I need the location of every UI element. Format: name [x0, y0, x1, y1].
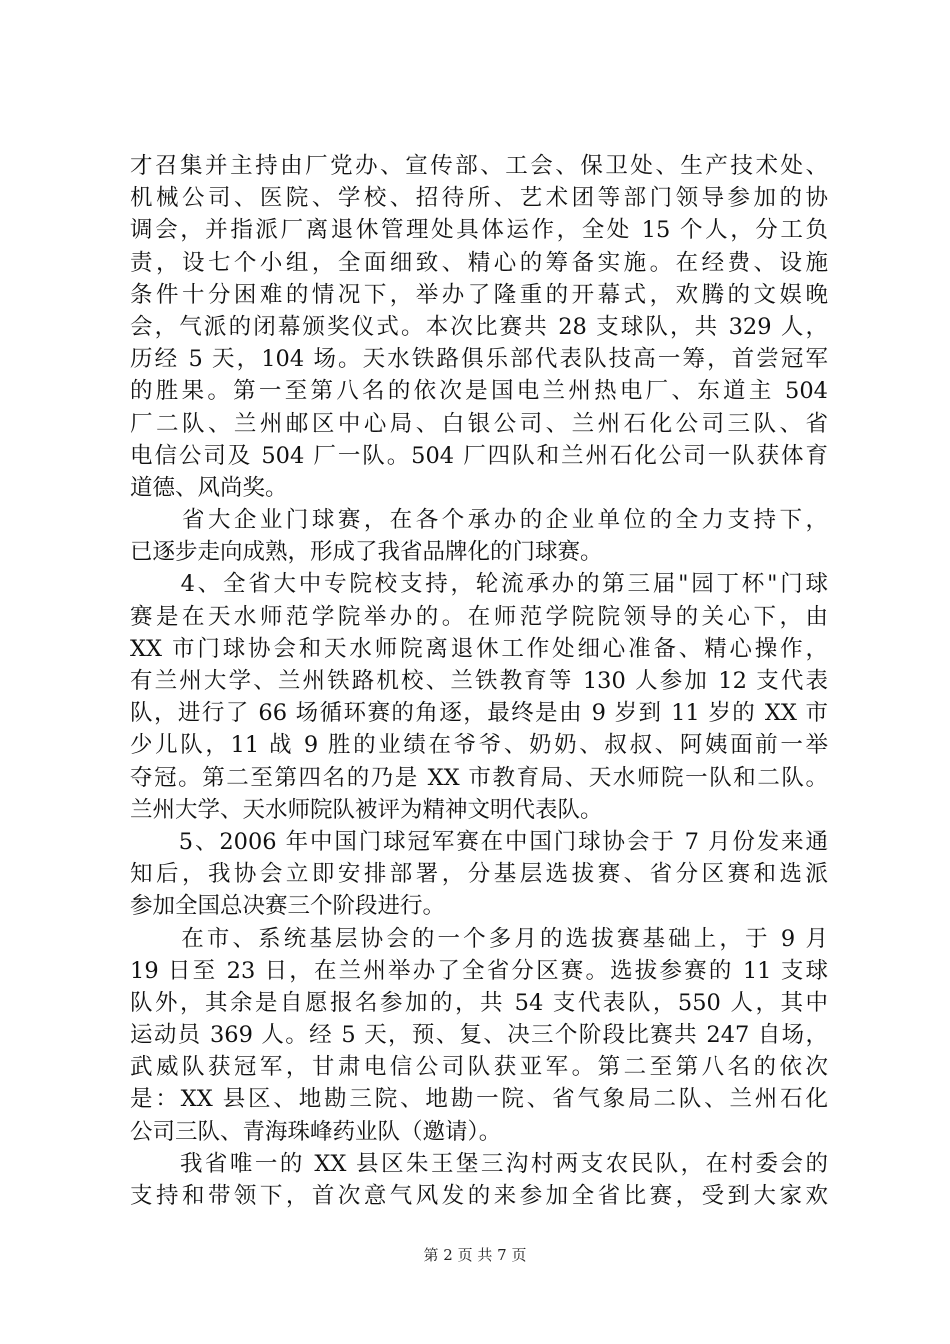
text-line: 队外，其余是自愿报名参加的，共 54 支代表队，550 人，其中	[130, 989, 828, 1016]
text-line: 道德、风尚奖。	[130, 474, 288, 501]
page-footer: 第 2 页 共 7 页	[423, 1246, 527, 1264]
text-line: 我省唯一的 XX 县区朱王堡三沟村两支农民队，在村委会的	[130, 1150, 828, 1177]
text-line: 有兰州大学、兰州铁路机校、兰铁教育等 130 人参加 12 支代表	[130, 668, 828, 694]
text-line: 历经 5 天，104 场。天水铁路俱乐部代表队技高一筹，首尝冠军	[130, 346, 828, 373]
text-line: 厂二队、兰州邮区中心局、白银公司、兰州石化公司三队、省	[130, 410, 828, 437]
text-line: 在市、系统基层协会的一个多月的选拔赛基础上，于 9 月	[130, 925, 828, 952]
text-line: 机械公司、医院、学校、招待所、艺术团等部门领导参加的协	[130, 185, 828, 212]
text-line: 参加全国总决赛三个阶段进行。	[130, 893, 446, 920]
text-line: 知后，我协会立即安排部署，分基层选拔赛、省分区赛和选派	[130, 861, 828, 888]
text-line: 4、全省大中专院校支持，轮流承办的第三届"园丁杯"门球	[130, 571, 828, 598]
text-line: 条件十分困难的情况下，举办了隆重的开幕式，欢腾的文娱晚	[130, 281, 828, 308]
text-line: 调会，并指派厂离退休管理处具体运作，全处 15 个人，分工负	[130, 217, 828, 244]
text-line: 少儿队，11 战 9 胜的业绩在爷爷、奶奶、叔叔、阿姨面前一举	[130, 732, 828, 759]
text-line: 会，气派的闭幕颁奖仪式。本次比赛共 28 支球队，共 329 人，	[130, 313, 828, 340]
text-line: 的胜果。第一至第八名的依次是国电兰州热电厂、东道主 504	[130, 378, 828, 405]
text-line: 队，进行了 66 场循环赛的角逐，最终是由 9 岁到 11 岁的 XX 市	[130, 700, 828, 727]
text-line: 运动员 369 人。经 5 天，预、复、决三个阶段比赛共 247 自场，	[130, 1022, 828, 1049]
text-line: 电信公司及 504 厂一队。504 厂四队和兰州石化公司一队获体育	[130, 442, 828, 469]
text-line: XX 市门球协会和天水师院离退休工作处细心准备、精心操作，	[130, 635, 828, 662]
text-line: 省大企业门球赛，在各个承办的企业单位的全力支持下，	[130, 507, 828, 534]
text-line: 已逐步走向成熟，形成了我省品牌化的门球赛。	[130, 539, 603, 566]
text-line: 夺冠。第二至第四名的乃是 XX 市教育局、天水师院一队和二队。	[130, 764, 828, 791]
text-line: 是：XX 县区、地勘三院、地勘一院、省气象局二队、兰州石化	[130, 1086, 828, 1113]
text-line: 5、2006 年中国门球冠军赛在中国门球协会于 7 月份发来通	[130, 828, 828, 855]
text-line: 才召集并主持由厂党办、宣传部、工会、保卫处、生产技术处、	[130, 153, 828, 179]
text-line: 公司三队、青海珠峰药业队（邀请）。	[130, 1118, 502, 1145]
text-line: 赛是在天水师范学院举办的。在师范学院院领导的关心下，由	[130, 603, 828, 630]
text-line: 兰州大学、天水师院队被评为精神文明代表队。	[130, 796, 603, 823]
body-text	[130, 150, 828, 1212]
text-line: 武威队获冠军，甘肃电信公司队获亚军。第二至第八名的依次	[130, 1054, 828, 1081]
text-line: 19 日至 23 日，在兰州举办了全省分区赛。选拔参赛的 11 支球	[130, 957, 828, 984]
text-line: 支持和带领下，首次意气风发的来参加全省比赛，受到大家欢	[130, 1183, 828, 1209]
text-line: 责，设七个小组，全面细致、精心的筹备实施。在经费、设施	[130, 249, 828, 276]
